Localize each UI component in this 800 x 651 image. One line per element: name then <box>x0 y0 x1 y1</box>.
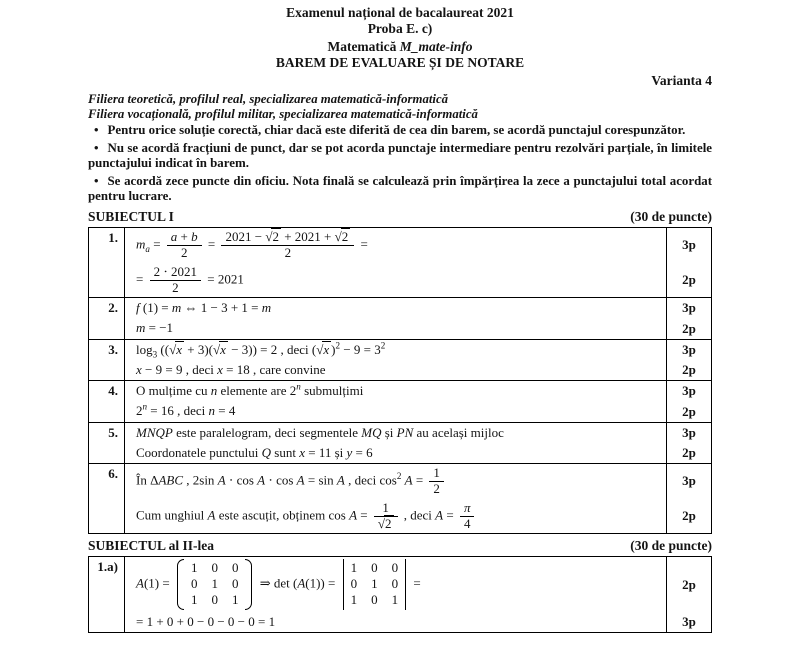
points-value: 3p <box>666 381 711 401</box>
points-value: 3p <box>666 423 711 443</box>
solution-line: m = −1 <box>136 320 174 336</box>
solution-line: O mulțime cu n elemente are 2$^n$ submulțimi <box>136 381 364 399</box>
exam-subject-code: M_mate-info <box>399 39 473 54</box>
row-number: 2. <box>89 298 125 339</box>
solution-line: MNQP este paralelogram, deci segmentele MQ și PN au același mijloc <box>136 424 504 440</box>
filiera-line-1: Filiera teoretică, profilul real, specializarea matematică-informatică <box>88 92 449 106</box>
solution-line: x − 9 = 9 , deci x = 18 , care convine <box>136 361 326 377</box>
radical: √x <box>169 341 183 357</box>
points-value: 2p <box>666 443 711 463</box>
table-row <box>89 297 711 339</box>
filiera-line-2: Filiera vocațională, profilul militar, specializarea matematică-informatică <box>88 106 478 121</box>
instruction-bullet-1 <box>88 123 712 139</box>
section-subiectul-1 <box>88 209 712 534</box>
instruction-text-1: Pentru orice soluție corectă, chiar dacă este diferită de cea din barem, se acordă punctajul corespunzător. <box>107 123 686 137</box>
row-number: 1.a) <box>89 557 125 632</box>
fraction: $\frac{2 \cdot 2021}{2}$ <box>150 265 201 296</box>
row-number: 5. <box>89 423 125 464</box>
table-row <box>89 380 711 422</box>
table-row <box>89 422 711 464</box>
instructions-block <box>88 123 712 205</box>
solution-line: A(1) = 1 0 0 0 1 0 1 0 1 ⇒ det (A(1)) = 1 0 0 0 1 0 1 0 1 = <box>125 557 666 612</box>
row-number: 4. <box>89 381 125 422</box>
section-header <box>88 209 712 225</box>
table-row <box>89 463 711 533</box>
solution-line: Coordonatele punctului Q sunt x = 11 și y = 6 <box>136 444 373 460</box>
rubric-table <box>88 227 712 534</box>
table-row <box>89 557 711 632</box>
points-value: 2p <box>666 263 711 298</box>
section-title: SUBIECTUL I <box>88 208 174 224</box>
matrix: 1 0 0 0 1 0 1 0 1 <box>343 559 407 610</box>
points-value: 3p <box>666 298 711 318</box>
radical: √2 <box>265 228 279 244</box>
fraction: $\frac{\pi}{4}$ <box>460 501 475 532</box>
instruction-text-3: Se acordă zece puncte din oficiu. Nota finală se calculează prin împărțirea la zece a punctajului total acordat pentru lucrare. <box>88 173 712 204</box>
exam-subject-name: Matematică <box>327 39 400 54</box>
points-value: 2p <box>666 557 711 612</box>
fraction: $\frac{a + b}{2}$ <box>167 230 202 261</box>
bullet-icon: • <box>94 173 99 188</box>
radical: √x <box>213 341 226 357</box>
document-header <box>88 5 712 70</box>
solution-line: $2^n = 16$ , deci n = 4 <box>136 402 236 419</box>
points-value: 3p <box>666 464 711 499</box>
solution-line: = $\frac{2 \cdot 2021}{2}$ = 2021 <box>136 263 244 295</box>
points-value: 2p <box>666 401 711 421</box>
rubric-table <box>88 556 712 633</box>
points-value: 3p <box>666 340 711 360</box>
instruction-text-2: Nu se acordă fracțiuni de punct, dar se pot acorda punctaje intermediare pentru rezolvări parțiale, în limitele punctajului indicat în barem. <box>88 140 712 171</box>
variant-label: Varianta 4 <box>651 73 712 88</box>
solution-line: Cum unghiul A este ascuțit, obținem cos A = $\frac{1}{√2}$ , deci A = $\frac{\pi}{4}$ <box>125 499 666 534</box>
solution-line: f (1) = m ⇔ 1 − 3 + 1 = m <box>136 300 272 316</box>
section-points: (30 de puncte) <box>630 208 712 224</box>
fraction: $\frac{2021 - √2 + 2021 + √2}{2}$ <box>221 230 354 261</box>
radical: √2 <box>377 515 392 531</box>
exam-title: Examenul național de bacalaureat 2021 <box>286 5 514 20</box>
points-value: 3p <box>666 228 711 263</box>
points-value: 2p <box>666 318 711 338</box>
exam-proba: Proba E. c) <box>367 20 433 36</box>
radical: √x <box>316 341 330 357</box>
section-title: SUBIECTUL al II-lea <box>88 538 215 554</box>
solution-line: $m_a$ = $\frac{a + b}{2}$ = $\frac{2021 - √2 + 2021 + √2}{2}$ = <box>136 228 368 261</box>
row-number: 1. <box>89 228 125 297</box>
solution-line: = 1 + 0 + 0 − 0 − 0 − 0 = 1 <box>136 614 276 630</box>
exam-subject <box>88 39 712 55</box>
radical: √2 <box>334 228 349 244</box>
section-header <box>88 538 712 554</box>
points-value: 2p <box>666 360 711 380</box>
row-number: 3. <box>89 340 125 381</box>
fraction: $\frac{1}{2}$ <box>429 466 444 497</box>
matrix: 1 0 0 0 1 0 1 0 1 <box>177 559 253 610</box>
table-row <box>89 339 711 381</box>
points-value: 3p <box>666 612 711 632</box>
instruction-bullet-2 <box>88 141 712 172</box>
solution-line: $\log_3 ((√x + 3)(√x - 3)) = 2$ , deci (√x )$^2 - 9 = 3^2$ <box>136 340 386 360</box>
table-row <box>89 228 711 297</box>
section-subiectul-2 <box>88 538 712 633</box>
section-points: (30 de puncte) <box>630 538 712 554</box>
solution-line: În ΔABC , 2sin A ⋅ cos A ⋅ cos A = sin A , deci $\cos^2 A$ = $\frac{1}{2}$ <box>125 464 666 499</box>
points-value: 2p <box>666 499 711 534</box>
bullet-icon: • <box>94 123 99 137</box>
row-number: 6. <box>89 464 125 533</box>
fraction: $\frac{1}{√2}$ <box>374 501 398 532</box>
bullet-icon: • <box>94 140 99 155</box>
filiera-block <box>88 92 712 121</box>
barem-title: BAREM DE EVALUARE ȘI DE NOTARE <box>275 54 525 70</box>
instruction-bullet-3 <box>88 174 712 205</box>
